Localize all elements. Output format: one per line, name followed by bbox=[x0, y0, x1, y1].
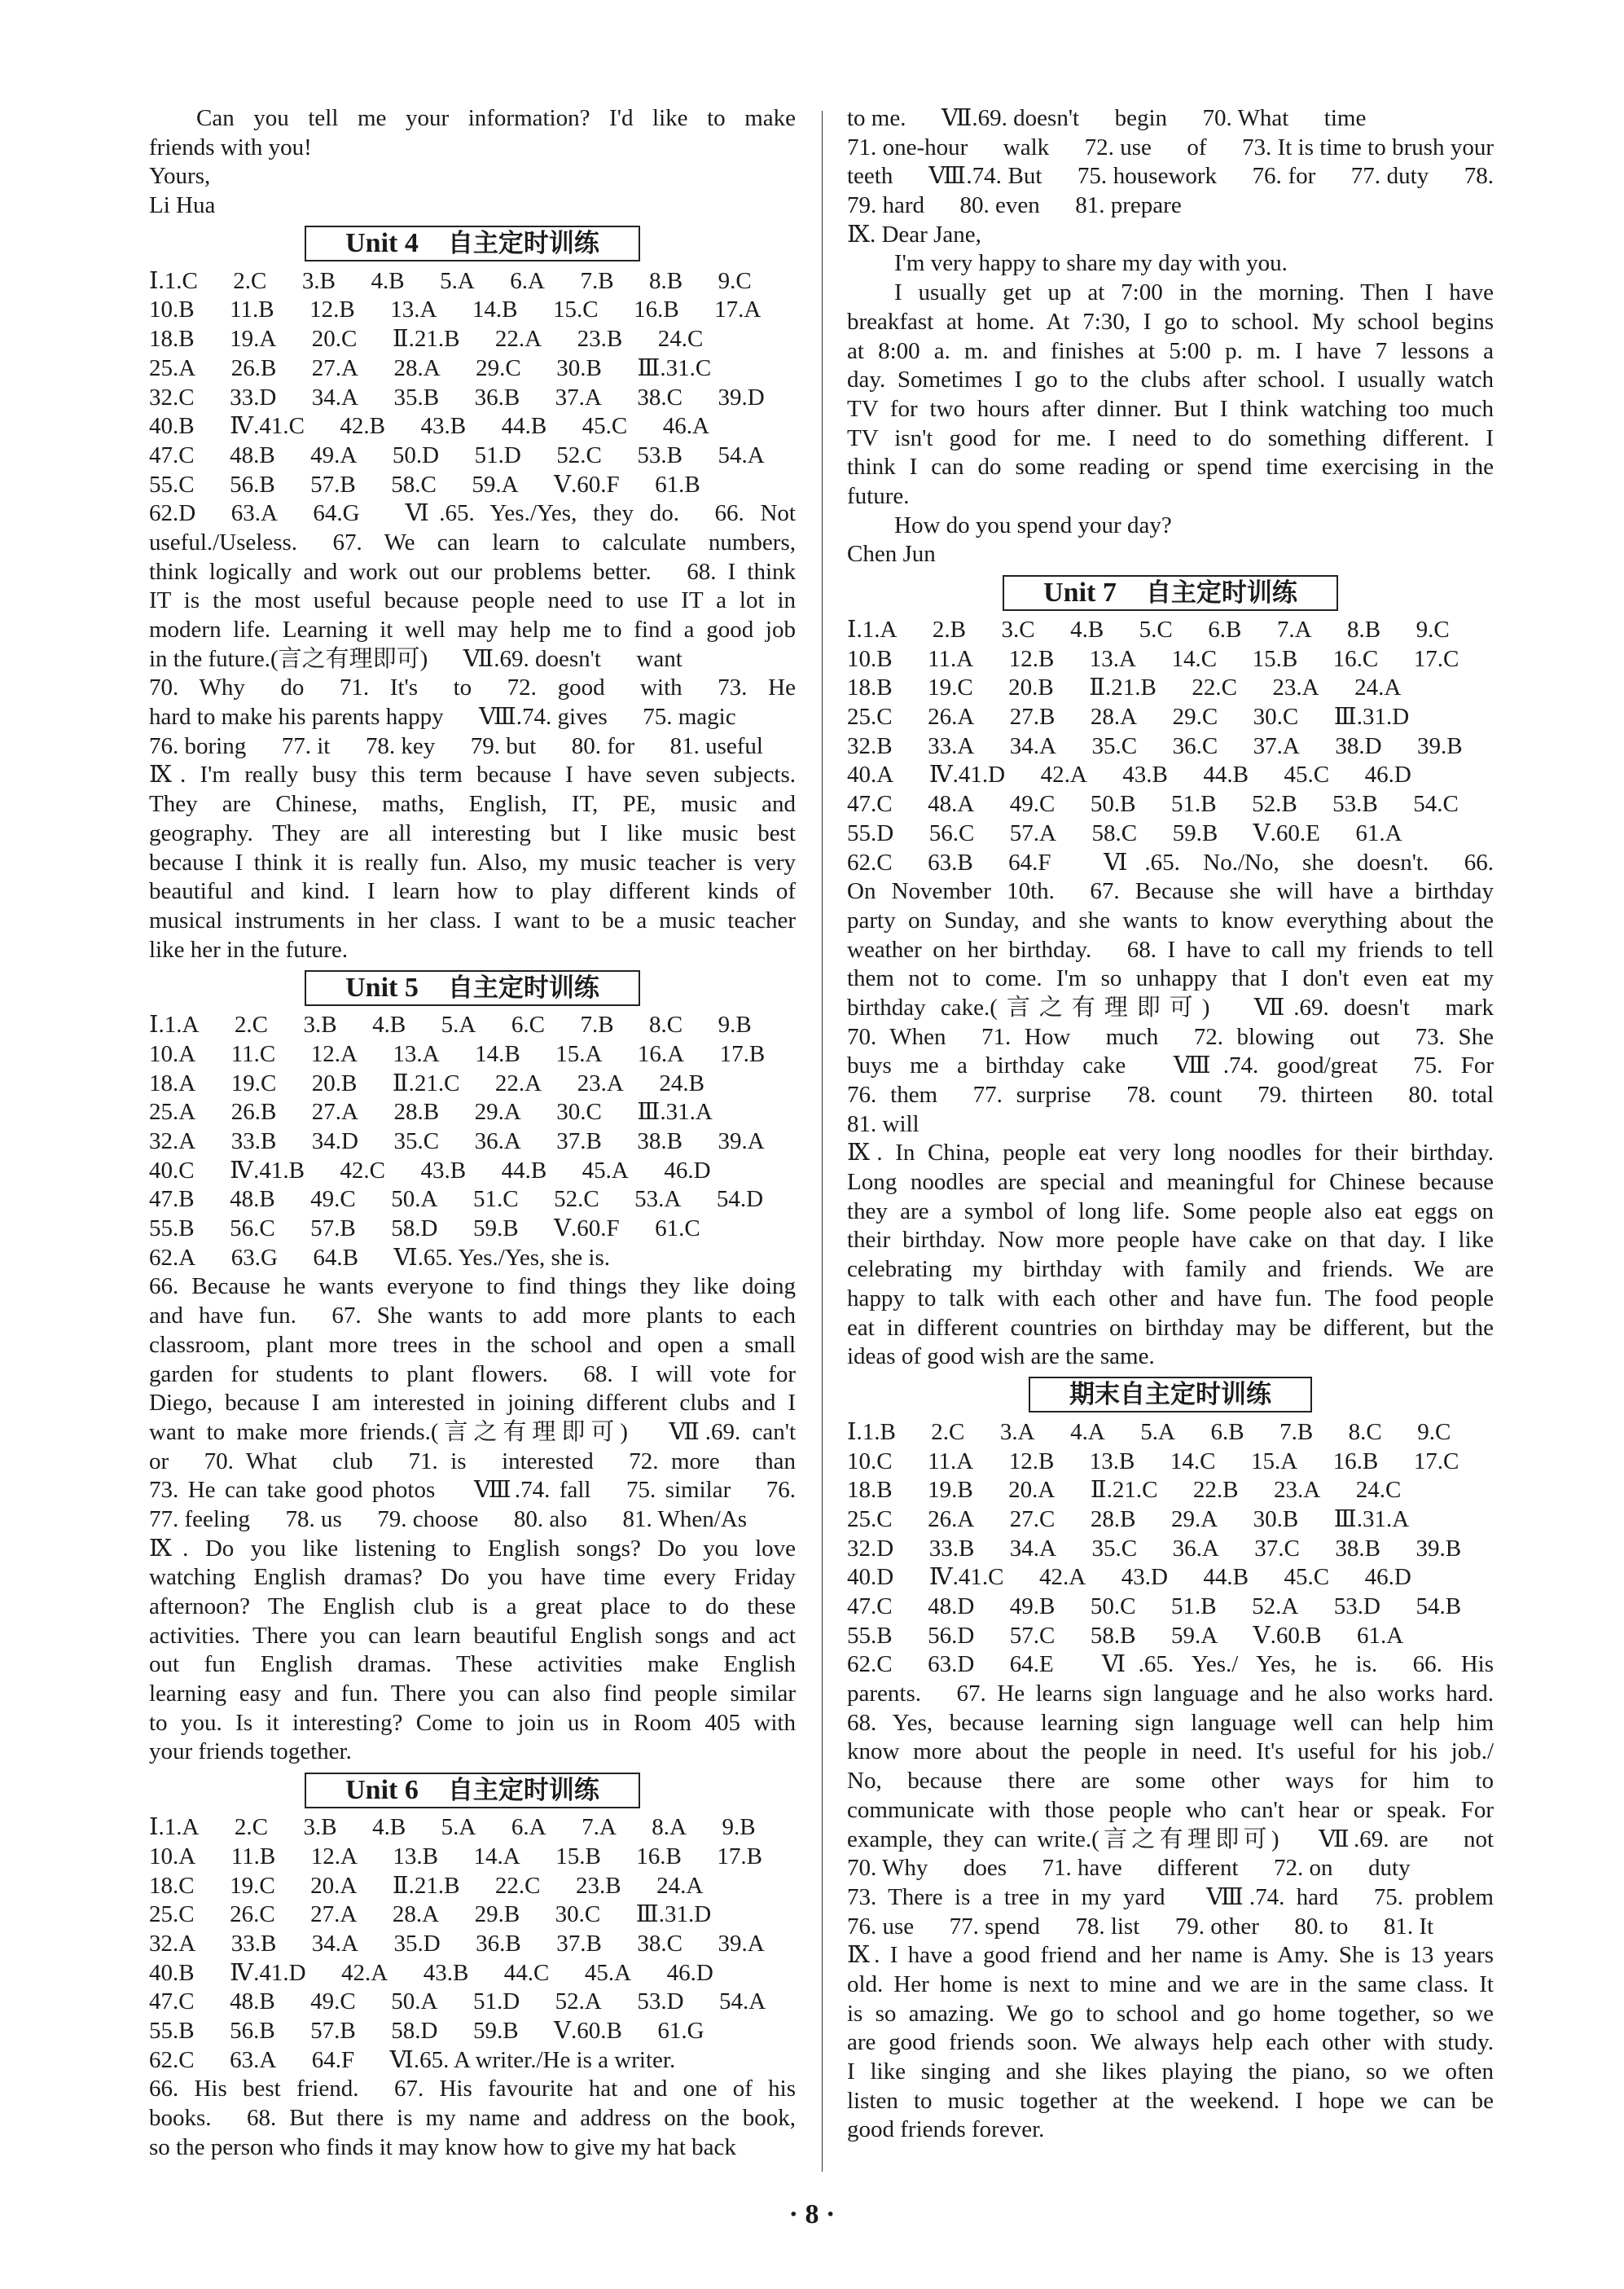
section-title: 自主定时训练 bbox=[447, 973, 599, 1003]
text-line: books. 68. But there is my name and address on the book, bbox=[149, 2105, 796, 2131]
answer-paragraph bbox=[847, 819, 1494, 849]
text-line: 32.A 33.B 34.D 35.C 36.A 37.B 38.B 39.A bbox=[149, 1128, 765, 1154]
text-line: think logically and work out our problems better. 68. I think bbox=[149, 558, 796, 585]
text-line: I usually get up at 7:00 in the morning. Then I have bbox=[894, 279, 1494, 306]
text-line: classroom, plant more trees in the school and open a small bbox=[149, 1331, 796, 1358]
text-line: useful./Useless. 67. We can learn to calculate numbers, bbox=[149, 529, 796, 556]
text-line: and have fun. 67. She wants to add more plants to each bbox=[149, 1303, 796, 1329]
answer-paragraph bbox=[149, 296, 796, 325]
answer-paragraph bbox=[847, 134, 1494, 221]
text-line: out fun English dramas. These activities make English bbox=[149, 1651, 796, 1678]
text-line: 62.C 63.A 64.F Ⅵ.65. A writer./He is a writer. bbox=[149, 2046, 676, 2073]
section-heading bbox=[847, 1372, 1494, 1418]
text-line: 76. boring 77. it 78. key 79. but 80. for 81. useful bbox=[149, 732, 763, 759]
text-line: to you. Is it interesting? Come to join us in Room 405 with bbox=[149, 1709, 796, 1736]
text-line: beautiful and kind. I learn how to play different kinds of bbox=[149, 878, 796, 905]
text-line: good friends forever. bbox=[847, 2116, 1045, 2143]
text-line: 73. He can take good photos Ⅷ.74. fall 75. similar 76. bbox=[149, 1477, 796, 1504]
text-line: 40.A Ⅳ.41.D 42.A 43.B 44.B 45.C 46.D bbox=[847, 762, 1411, 789]
answer-paragraph bbox=[149, 471, 796, 500]
text-line: happy to talk with each other and have fun. The food people bbox=[847, 1285, 1494, 1311]
answer-paragraph bbox=[149, 674, 796, 732]
text-line: 47.C 48.A 49.C 50.B 51.B 52.B 53.B 54.C bbox=[847, 791, 1459, 818]
answer-paragraph bbox=[149, 1011, 796, 1040]
answer-paragraph bbox=[847, 616, 1494, 645]
answer-paragraph bbox=[149, 1244, 796, 1273]
unit-label: Unit 4 bbox=[345, 228, 419, 259]
unit-label: Unit 7 bbox=[1043, 577, 1117, 608]
text-line: 18.C 19.C 20.A Ⅱ.21.B 22.C 23.B 24.A bbox=[149, 1872, 704, 1899]
left-column bbox=[149, 104, 796, 2162]
text-line: 47.C 48.B 49.C 50.A 51.D 52.A 53.D 54.A bbox=[149, 1988, 766, 2015]
text-line: 40.C Ⅳ.41.B 42.C 43.B 44.B 45.A 46.D bbox=[149, 1157, 711, 1184]
answer-paragraph bbox=[847, 249, 1494, 279]
text-line: 73. There is a tree in my yard Ⅷ.74. hard 75. problem bbox=[847, 1883, 1494, 1910]
answer-paragraph bbox=[149, 1098, 796, 1127]
text-line: want to make more friends.(言之有理即可) Ⅶ.69. can't bbox=[149, 1418, 796, 1445]
text-line: IT is the most useful because people need to use IT a lot in bbox=[149, 587, 796, 614]
answer-paragraph bbox=[149, 162, 796, 191]
text-line: 25.C 26.A 27.B 28.A 29.C 30.C Ⅲ.31.D bbox=[847, 704, 1410, 731]
answer-paragraph bbox=[847, 1448, 1494, 1477]
text-line: like her in the future. bbox=[149, 936, 348, 963]
answer-paragraph bbox=[149, 1813, 796, 1843]
text-line: parents. 67. He learns sign language and he also works hard. bbox=[847, 1681, 1494, 1707]
text-line: Ⅸ. I have a good friend and her name is Amy. She is 13 years bbox=[847, 1942, 1494, 1969]
text-line: your friends together. bbox=[149, 1738, 352, 1765]
text-line: 62.C 63.B 64.F Ⅵ.65. No./No, she doesn't. 66. bbox=[847, 849, 1494, 876]
text-line: ideas of good wish are the same. bbox=[847, 1343, 1155, 1370]
text-line: listen to music together at the weekend. I hope we can be bbox=[847, 2087, 1494, 2114]
answer-paragraph bbox=[149, 384, 796, 413]
answer-paragraph bbox=[149, 1535, 796, 1768]
text-line: 40.B Ⅳ.41.C 42.B 43.B 44.B 45.C 46.A bbox=[149, 413, 709, 440]
text-line: learning easy and fun. There you can also find people similar bbox=[149, 1681, 796, 1707]
answer-paragraph bbox=[149, 1185, 796, 1215]
answer-paragraph bbox=[847, 1535, 1494, 1564]
text-line: 55.C 56.B 57.B 58.C 59.A Ⅴ.60.F 61.B bbox=[149, 471, 700, 498]
text-line: or 70. What club 71. is interested 72. more than bbox=[149, 1448, 796, 1474]
answer-paragraph bbox=[149, 2075, 796, 2162]
text-line: think I can do some reading or spend time exercising in the bbox=[847, 454, 1494, 481]
text-line: 25.A 26.B 27.A 28.B 29.A 30.C Ⅲ.31.A bbox=[149, 1099, 713, 1126]
answer-paragraph bbox=[847, 1650, 1494, 1883]
text-line: 18.A 19.C 20.B Ⅱ.21.C 22.A 23.A 24.B bbox=[149, 1070, 704, 1096]
text-line: 32.D 33.B 34.A 35.C 36.A 37.C 38.B 39.B bbox=[847, 1535, 1462, 1562]
text-line: are good friends soon. We always help each other with study. bbox=[847, 2029, 1494, 2056]
text-line: How do you spend your day? bbox=[894, 512, 1172, 538]
text-line: They are Chinese, maths, English, IT, PE, music and bbox=[149, 791, 796, 818]
text-line: afternoon? The English club is a great place to do these bbox=[149, 1593, 796, 1619]
text-line: 55.B 56.B 57.B 58.D 59.B Ⅴ.60.B 61.G bbox=[149, 2017, 704, 2044]
text-line: 18.B 19.B 20.A Ⅱ.21.C 22.B 23.A 24.C bbox=[847, 1477, 1402, 1504]
answer-paragraph bbox=[149, 1127, 796, 1157]
text-line: Long noodles are special and meaningful for Chinese because bbox=[847, 1169, 1494, 1196]
text-line: No, because there are some other ways for him to bbox=[847, 1768, 1494, 1795]
text-line: Ⅸ. Dear Jane, bbox=[847, 221, 981, 248]
answer-paragraph bbox=[149, 412, 796, 442]
answer-paragraph bbox=[847, 790, 1494, 819]
text-line: teeth Ⅷ.74. But 75. housework 76. for 77. duty 78. bbox=[847, 163, 1494, 190]
text-line: 18.B 19.A 20.C Ⅱ.21.B 22.A 23.B 24.C bbox=[149, 326, 704, 353]
text-line: birthday cake.(言之有理即可) Ⅶ.69. doesn't mark bbox=[847, 994, 1494, 1021]
answer-paragraph bbox=[149, 354, 796, 384]
text-line: 62.C 63.D 64.E Ⅵ.65. Yes./ Yes, he is. 66. His bbox=[847, 1651, 1494, 1678]
text-line: Li Hua bbox=[149, 192, 216, 219]
text-line: 79. hard 80. even 81. prepare bbox=[847, 192, 1182, 219]
text-line: buys me a birthday cake Ⅷ.74. good/great 75. For bbox=[847, 1052, 1494, 1079]
answer-paragraph bbox=[149, 1872, 796, 1901]
answer-paragraph bbox=[149, 2017, 796, 2046]
text-line: 55.B 56.D 57.C 58.B 59.A Ⅴ.60.B 61.A bbox=[847, 1622, 1404, 1649]
text-line: 70. Why does 71. have different 72. on duty bbox=[847, 1855, 1411, 1882]
text-line: 25.C 26.C 27.A 28.A 29.B 30.C Ⅲ.31.D bbox=[149, 1901, 712, 1928]
text-line: 47.C 48.B 49.A 50.D 51.D 52.C 53.B 54.A bbox=[149, 442, 765, 468]
answer-paragraph bbox=[149, 325, 796, 354]
text-line: 32.B 33.A 34.A 35.C 36.C 37.A 38.D 39.B bbox=[847, 732, 1463, 759]
page-number: · 8 · bbox=[788, 2199, 836, 2230]
text-line: 10.A 11.C 12.A 13.A 14.B 15.A 16.A 17.B bbox=[149, 1040, 766, 1067]
answer-paragraph bbox=[149, 1843, 796, 1872]
section-heading-box bbox=[305, 1773, 640, 1808]
text-line: TV for two hours after dinner. But I think watching too much bbox=[847, 395, 1494, 422]
text-line: 62.A 63.G 64.B Ⅵ.65. Yes./Yes, she is. bbox=[149, 1244, 611, 1271]
text-line: 40.B Ⅳ.41.D 42.A 43.B 44.C 45.A 46.D bbox=[149, 1959, 713, 1986]
section-heading-box bbox=[1029, 1377, 1312, 1413]
text-line: 62.D 63.A 64.G Ⅵ.65. Yes./Yes, they do. 66. Not bbox=[149, 500, 796, 527]
answer-paragraph bbox=[149, 1215, 796, 1244]
section-heading bbox=[149, 221, 796, 267]
answer-paragraph bbox=[847, 1505, 1494, 1535]
text-line: 10.B 11.B 12.B 13.A 14.B 15.C 16.B 17.A bbox=[149, 297, 762, 323]
answer-paragraph bbox=[847, 1139, 1494, 1372]
text-line: to me. Ⅶ.69. doesn't begin 70. What time bbox=[847, 105, 1367, 131]
text-line: garden for students to plant flowers. 68. I will vote for bbox=[149, 1360, 796, 1387]
answer-paragraph bbox=[149, 104, 796, 162]
text-line: 10.C 11.A 12.B 13.B 14.C 15.A 16.B 17.C bbox=[847, 1448, 1459, 1474]
text-line: 76. them 77. surprise 78. count 79. thirteen 80. total bbox=[847, 1082, 1494, 1108]
text-line: Diego, because I am interested in joining different clubs and I bbox=[149, 1390, 796, 1417]
answer-paragraph bbox=[149, 1900, 796, 1930]
answer-paragraph bbox=[149, 442, 796, 471]
answer-paragraph bbox=[847, 104, 1494, 134]
text-line: is so amazing. We go to school and go home together, so we bbox=[847, 2000, 1494, 2027]
text-line: Ⅸ. I'm really busy this term because I have seven subjects. bbox=[149, 762, 796, 789]
answer-paragraph bbox=[847, 1418, 1494, 1448]
section-heading-box bbox=[305, 226, 640, 261]
text-line: in the future.(言之有理即可) Ⅶ.69. doesn't want bbox=[149, 645, 683, 672]
answer-paragraph bbox=[847, 540, 1494, 569]
answer-paragraph bbox=[847, 645, 1494, 674]
text-line: musical instruments in her class. I want to be a music teacher bbox=[149, 907, 796, 934]
answer-paragraph bbox=[149, 499, 796, 674]
text-line: 70. When 71. How much 72. blowing out 73. She bbox=[847, 1023, 1494, 1050]
answer-paragraph bbox=[149, 1930, 796, 1959]
text-line: know more about the people in need. It's useful for his job./ bbox=[847, 1738, 1494, 1765]
answer-paragraph bbox=[847, 703, 1494, 732]
text-line: 10.A 11.B 12.A 13.B 14.A 15.B 16.B 17.B bbox=[149, 1843, 762, 1869]
answer-paragraph bbox=[847, 1563, 1494, 1593]
text-line: friends with you! bbox=[149, 134, 312, 160]
answer-paragraph bbox=[847, 761, 1494, 790]
text-line: because I think it is really fun. Also, my music teacher is very bbox=[149, 849, 796, 876]
text-line: eat in different countries on birthday may be different, but the bbox=[847, 1314, 1494, 1341]
text-line: modern life. Learning it well may help me to find a good job bbox=[149, 617, 796, 643]
answer-paragraph bbox=[149, 1959, 796, 1988]
text-line: 76. use 77. spend 78. list 79. other 80. to 81. It bbox=[847, 1913, 1434, 1940]
answer-paragraph bbox=[847, 674, 1494, 703]
text-line: Yours, bbox=[149, 163, 211, 190]
answer-paragraph bbox=[149, 1040, 796, 1070]
text-line: old. Her home is next to mine and we are in the same class. It bbox=[847, 1970, 1494, 1997]
section-title: 自主定时训练 bbox=[447, 1775, 599, 1805]
text-line: 66. His best friend. 67. His favourite hat and one of his bbox=[149, 2076, 796, 2102]
unit-label: Unit 6 bbox=[345, 1774, 419, 1805]
text-line: geography. They are all interesting but I like music best bbox=[149, 819, 796, 846]
text-line: 66. Because he wants everyone to find things they like doing bbox=[149, 1273, 796, 1300]
text-line: 71. one-hour walk 72. use of 73. It is time to brush your bbox=[847, 134, 1494, 160]
text-line: Ⅰ.1.A 2.B 3.C 4.B 5.C 6.B 7.A 8.B 9.C bbox=[847, 617, 1450, 643]
text-line: example, they can write.(言之有理即可) Ⅶ.69. are not bbox=[847, 1825, 1494, 1852]
section-heading bbox=[149, 964, 796, 1011]
text-line: 77. feeling 78. us 79. choose 80. also 81. When/As bbox=[149, 1505, 748, 1532]
text-line: 18.B 19.C 20.B Ⅱ.21.B 22.C 23.A 24.A bbox=[847, 674, 1402, 701]
text-line: Chen Jun bbox=[847, 541, 936, 568]
answer-paragraph bbox=[847, 279, 1494, 512]
text-line: weather on her birthday. 68. I have to call my friends to tell bbox=[847, 936, 1494, 963]
answer-paragraph bbox=[149, 191, 796, 221]
text-line: 81. will bbox=[847, 1110, 920, 1137]
text-line: 70. Why do 71. It's to 72. good with 73. He bbox=[149, 674, 796, 701]
text-line: 68. Yes, because learning sign language well can help him bbox=[847, 1709, 1494, 1736]
section-heading bbox=[149, 1767, 796, 1813]
section-title: 期末自主定时训练 bbox=[1069, 1380, 1271, 1410]
text-line: they are a symbol of long life. Some people also eat eggs on bbox=[847, 1197, 1494, 1224]
text-line: 32.A 33.B 34.A 35.D 36.B 37.B 38.C 39.A bbox=[149, 1930, 765, 1957]
answer-paragraph bbox=[149, 1988, 796, 2017]
right-column bbox=[847, 104, 1494, 2145]
answer-paragraph bbox=[149, 1070, 796, 1099]
text-line: Can you tell me your information? I'd like to make bbox=[196, 105, 796, 131]
answer-paragraph bbox=[149, 1272, 796, 1534]
text-line: activities. There you can learn beautiful English songs and act bbox=[149, 1622, 796, 1649]
unit-label: Unit 5 bbox=[345, 972, 419, 1003]
text-line: I'm very happy to share my day with you. bbox=[894, 250, 1288, 277]
answer-paragraph bbox=[847, 1941, 1494, 2145]
text-line: party on Sunday, and she wants to know everything about the bbox=[847, 907, 1494, 934]
text-line: TV isn't good for me. I need to do something different. I bbox=[847, 424, 1494, 451]
text-line: 10.B 11.A 12.B 13.A 14.C 15.B 16.C 17.C bbox=[847, 645, 1459, 672]
text-line: 32.C 33.D 34.A 35.B 36.B 37.A 38.C 39.D bbox=[149, 384, 765, 411]
answer-paragraph bbox=[847, 1622, 1494, 1651]
answer-paragraph bbox=[847, 512, 1494, 541]
text-line: them not to come. I'm so unhappy that I don't even eat my bbox=[847, 965, 1494, 992]
text-line: 55.B 56.C 57.B 58.D 59.B Ⅴ.60.F 61.C bbox=[149, 1215, 700, 1242]
text-line: On November 10th. 67. Because she will have a birthday bbox=[847, 878, 1494, 905]
text-line: so the person who finds it may know how to give my hat back bbox=[149, 2133, 736, 2160]
text-line: Ⅸ. Do you like listening to English songs? Do you love bbox=[149, 1535, 796, 1562]
answer-paragraph bbox=[149, 1157, 796, 1186]
answer-paragraph bbox=[847, 1883, 1494, 1941]
section-heading-box bbox=[1003, 575, 1338, 611]
text-line: Ⅰ.1.C 2.C 3.B 4.B 5.A 6.A 7.B 8.B 9.C bbox=[149, 267, 752, 294]
text-line: watching English dramas? Do you have time every Friday bbox=[149, 1564, 796, 1591]
text-line: Ⅰ.1.B 2.C 3.A 4.A 5.A 6.B 7.B 8.C 9.C bbox=[847, 1418, 1451, 1445]
answer-paragraph bbox=[847, 221, 1494, 250]
text-line: at 8:00 a. m. and finishes at 5:00 p. m. I have 7 lessons a bbox=[847, 337, 1494, 364]
text-line: 47.B 48.B 49.C 50.A 51.C 52.C 53.A 54.D bbox=[149, 1186, 764, 1213]
section-title: 自主定时训练 bbox=[1145, 578, 1297, 608]
text-line: 55.D 56.C 57.A 58.C 59.B Ⅴ.60.E 61.A bbox=[847, 819, 1402, 846]
text-line: Ⅰ.1.A 2.C 3.B 4.B 5.A 6.C 7.B 8.C 9.B bbox=[149, 1012, 752, 1039]
text-line: celebrating my birthday with family and friends. We are bbox=[847, 1256, 1494, 1283]
text-line: communicate with those people who can't hear or speak. For bbox=[847, 1796, 1494, 1823]
text-line: 25.C 26.A 27.C 28.B 29.A 30.B Ⅲ.31.A bbox=[847, 1505, 1410, 1532]
text-line: day. Sometimes I go to the clubs after school. I usually watch bbox=[847, 367, 1494, 393]
text-line: 47.C 48.D 49.B 50.C 51.B 52.A 53.D 54.B bbox=[847, 1593, 1462, 1619]
text-line: future. bbox=[847, 482, 910, 509]
section-heading bbox=[847, 569, 1494, 616]
text-line: their birthday. Now more people have cake on that day. I like bbox=[847, 1227, 1494, 1254]
text-line: I like singing and she likes playing the piano, so we often bbox=[847, 2058, 1494, 2085]
text-line: 40.D Ⅳ.41.C 42.A 43.D 44.B 45.C 46.D bbox=[847, 1564, 1411, 1591]
answer-paragraph bbox=[847, 1593, 1494, 1622]
text-line: Ⅰ.1.A 2.C 3.B 4.B 5.A 6.A 7.A 8.A 9.B bbox=[149, 1814, 756, 1841]
answer-paragraph bbox=[149, 267, 796, 297]
text-line: Ⅸ. In China, people eat very long noodles for their birthday. bbox=[847, 1140, 1494, 1166]
column-divider bbox=[822, 111, 823, 2172]
section-heading-box bbox=[305, 970, 640, 1006]
answer-paragraph bbox=[847, 1476, 1494, 1505]
text-line: breakfast at home. At 7:30, I go to school. My school begins bbox=[847, 308, 1494, 335]
answer-paragraph bbox=[149, 732, 796, 762]
answer-paragraph bbox=[847, 849, 1494, 1140]
answer-paragraph bbox=[149, 761, 796, 964]
answer-paragraph bbox=[149, 2046, 796, 2076]
text-line: hard to make his parents happy Ⅷ.74. gives 75. magic bbox=[149, 704, 736, 731]
answer-paragraph bbox=[847, 732, 1494, 762]
section-title: 自主定时训练 bbox=[447, 229, 599, 259]
text-line: 25.A 26.B 27.A 28.A 29.C 30.B Ⅲ.31.C bbox=[149, 354, 712, 381]
